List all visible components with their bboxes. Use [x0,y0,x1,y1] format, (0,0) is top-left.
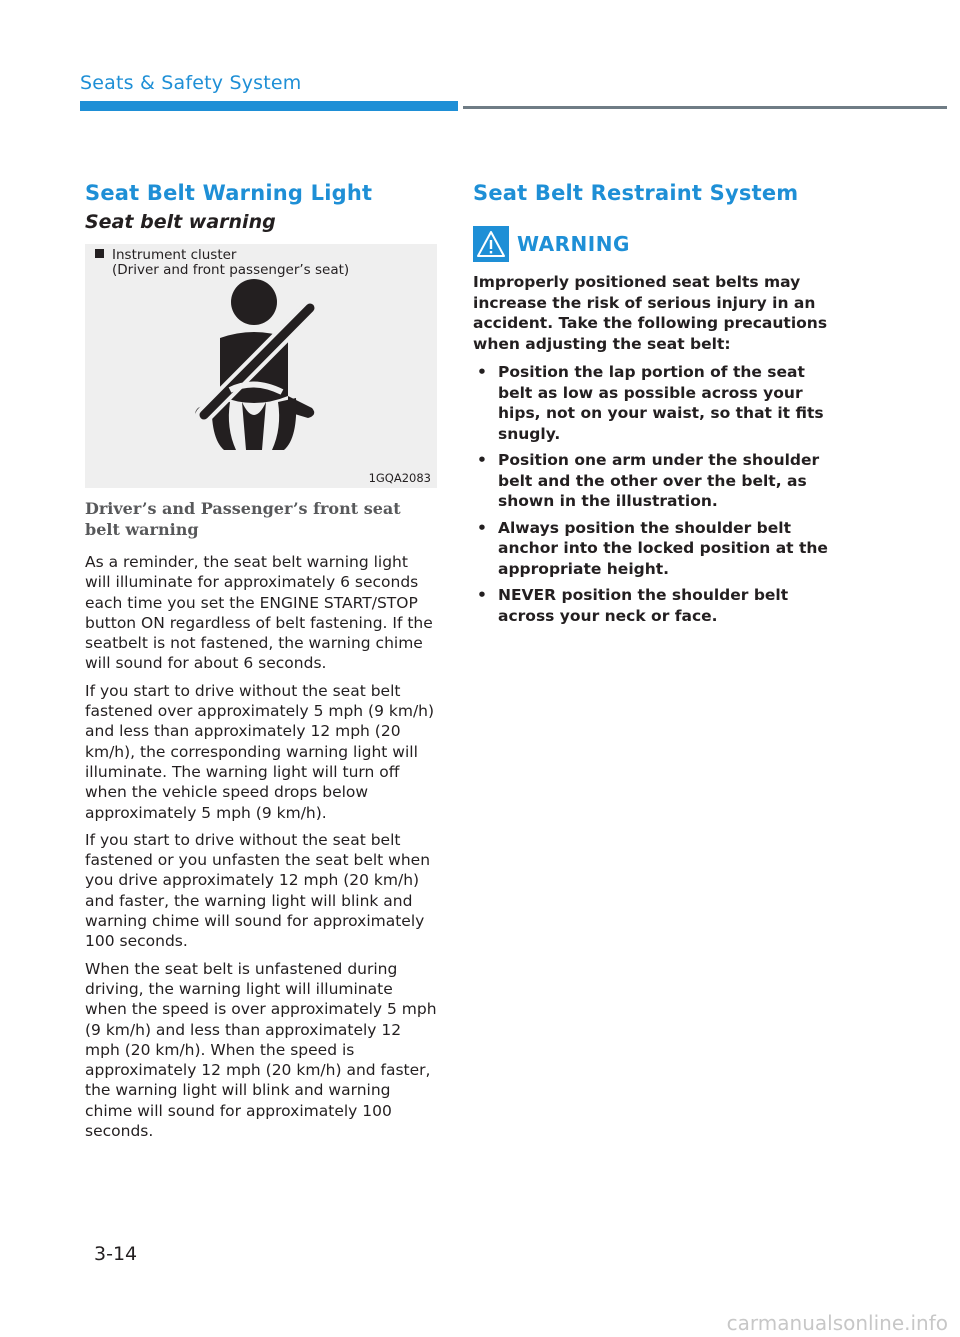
left-column [85,176,437,1148]
subsection-title: Seat belt warning [85,211,276,233]
warning-intro: Improperly positioned seat belts may increase the risk of serious injury in an accident. Take the following precautions when adjusting the seat belt: [473,273,828,353]
watermark: carmanualsonline.info [726,1311,948,1335]
front-seat-belt-warning-heading: Driver’s and Passenger’s front seat belt warning [85,499,401,539]
warning-list-item: • Position the lap portion of the seat belt as low as possible across your hips, not on your waist, so that it fits snugly. [477,363,824,443]
warning-list [473,362,843,626]
figure-caption-line2: (Driver and front passenger’s seat) [112,262,350,278]
page-number: 3-14 [94,1243,138,1265]
warning-list-item: • Position one arm under the shoulder belt and the other over the belt, as shown in the illustration. [477,451,820,510]
header-rule [463,106,947,109]
warning-label: WARNING [517,232,630,256]
paragraph: When the seat belt is unfastened during driving, the warning light will illuminate when the speed is over approximately 5 mph (9 km/h) and less than approximately 12 mph (20 km/h). When the speed is approximately 12 mph (20 km/h) and faster, the warning light will blink and warning chime will sound for approximately 100 seconds. [85,959,437,1141]
right-column [473,176,843,632]
figure-code: 1GQA2083 [368,471,431,485]
bullet-square-icon [95,249,104,258]
paragraph: If you start to drive without the seat belt fastened over approximately 5 mph (9 km/h) and less than approximately 12 mph (20 km/h), the corresponding warning light will illuminate. The warning light will turn off when the vehicle speed drops below approximately 5 mph (9 km/h). [85,681,435,822]
warning-triangle-icon [473,226,509,262]
figure-caption-line1: Instrument cluster [112,247,237,263]
paragraph: If you start to drive without the seat belt fastened or you unfasten the seat belt when you drive approximately 12 mph (20 km/h) and faster, the warning light will blink and warning chime will sound for approximately 100 seconds. [85,830,431,951]
section-title-restraint-system: Seat Belt Restraint System [473,181,799,205]
paragraph: As a reminder, the seat belt warning light will illuminate for approximately 6 seconds each time you set the ENGINE START/STOP button ON regardless of belt fastening. If the seatbelt is not fastened, the warning chime will sound for about 6 seconds. [85,553,433,673]
warning-list-item: • NEVER position the shoulder belt across your neck or face. [477,586,789,625]
warning-list-item: • Always position the shoulder belt anchor into the locked position at the appropriate height. [477,518,828,578]
header-rule-accent [80,101,458,111]
section-title-warning-light: Seat Belt Warning Light [85,181,373,205]
instrument-cluster-figure [85,244,437,488]
section-header-title: Seats & Safety System [80,72,302,94]
warning-header [473,226,843,262]
figure-caption [95,248,349,278]
seat-belt-warning-icon [190,278,330,450]
